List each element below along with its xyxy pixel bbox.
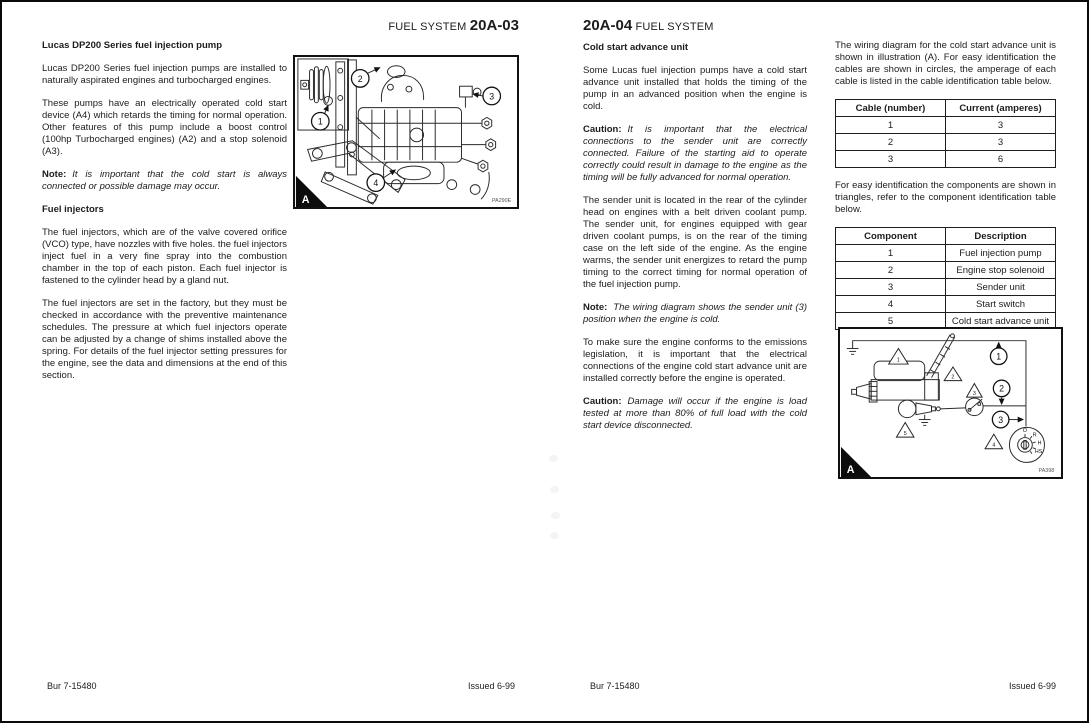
caution-label: Caution: <box>583 396 622 407</box>
table-header-cell: Component <box>836 228 946 245</box>
ground-symbol-2 <box>919 415 931 426</box>
figure-label: A <box>301 194 310 207</box>
left-footer-issued: Issued 6-99 <box>467 681 515 691</box>
table-cell: 5 <box>836 313 946 330</box>
component-identification-table <box>835 227 1056 330</box>
table-cell: 2 <box>836 134 946 151</box>
paragraph: The sender unit is located in the rear of the cylinder head on engines with a belt driven coolant pump. The sender unit, for engines equipped with gear driven coolant pumps, is on the rear of the timing case on the left side of the engine. As the engine warms, the sender unit energizes to retard the pump timing to the correct timing for normal operation of the fuel injection pump. <box>583 195 807 290</box>
caution-paragraph <box>583 124 807 184</box>
table-cell: 3 <box>946 134 1056 151</box>
table-row <box>836 279 1056 296</box>
paragraph: Lucas DP200 Series fuel injection pumps are installed to naturally aspirated engines and turbocharged engines. <box>42 63 287 86</box>
table-cell: Cold start advance unit <box>946 313 1056 330</box>
note-text: It is important that the cold start is always connected or possible damage may occur. <box>42 169 287 192</box>
table-cell: Sender unit <box>946 279 1056 296</box>
pump-body <box>358 108 461 163</box>
callout-number-3: 3 <box>489 91 495 102</box>
stop-solenoid-fitting <box>460 86 481 107</box>
right-page-column-1 <box>583 42 807 443</box>
callout-arrow-4 <box>384 170 396 178</box>
drive-pulley <box>301 66 333 105</box>
table-row <box>836 262 1056 279</box>
table-cell: 4 <box>836 296 946 313</box>
caution-text: Damage will occur if the engine is load tested at more than 80% of full load with the cold start device disconnected. <box>583 396 807 431</box>
pump-illustration <box>295 57 517 207</box>
wiring-diagram-figure <box>838 327 1063 479</box>
paragraph: To make sure the engine conforms to the emissions legislation, it is important that the electrical connections of the engine cold start advance unit are installed correctly before the engine is operated. <box>583 337 807 384</box>
table-header-cell: Description <box>946 228 1056 245</box>
table-cell: Fuel injection pump <box>946 245 1056 262</box>
table-cell: 1 <box>836 245 946 262</box>
paragraph: Some Lucas fuel injection pumps have a cold start advance unit installed that holds the timing of the pump in an advanced position when the engine is cold. <box>583 65 807 112</box>
table-header-row <box>836 100 1056 117</box>
caution-text: It is important that the electrical connections to the sender unit are correctly connected. Failure of the starting aid to operate correctly could result in damage to the engine as the timing will be fully advanced for normal operation. <box>583 124 807 183</box>
callout-arrow-2 <box>367 68 380 74</box>
table-cell: 1 <box>836 117 946 134</box>
component-number-1: 1 <box>896 357 900 364</box>
paragraph: The wiring diagram for the cold start advance unit is shown in illustration (A). For easy identification the cables are shown in circles, the amperage of each cable is listed in the cable identification table below. <box>835 40 1056 87</box>
table-row <box>836 134 1056 151</box>
scan-artifact <box>550 486 559 493</box>
callout-number-2: 2 <box>357 73 363 84</box>
table-cell: 6 <box>946 151 1056 168</box>
table-row <box>836 117 1056 134</box>
caution-paragraph <box>583 396 807 432</box>
callout-number-4: 4 <box>373 178 379 189</box>
note-paragraph <box>583 302 807 326</box>
left-page-header-code: 20A-03 <box>469 17 519 34</box>
figure-code: PA398 <box>1038 468 1055 475</box>
key-position-h: H <box>1037 440 1042 447</box>
table-cell: 3 <box>946 117 1056 134</box>
figure-label: A <box>846 464 855 477</box>
left-footer-ref: Bur 7-15480 <box>47 681 97 691</box>
figure-code: PA290E <box>491 198 512 205</box>
key-position-r: R <box>1032 432 1037 439</box>
component-number-3: 3 <box>972 391 976 398</box>
right-footer-issued: Issued 6-99 <box>1008 681 1056 691</box>
table-header-row <box>836 228 1056 245</box>
table-cell: Engine stop solenoid <box>946 262 1056 279</box>
paragraph: For easy identification the components are shown in triangles, refer to the component identification table below. <box>835 180 1056 215</box>
pump-illustration-figure <box>293 55 519 209</box>
cable-number-1: 1 <box>996 351 1002 362</box>
right-page-column-2 <box>835 40 1056 342</box>
right-page-header-section: FUEL SYSTEM <box>635 21 714 33</box>
figure-corner-triangle <box>296 176 327 207</box>
advance-unit-solenoid <box>898 400 965 418</box>
cable-identification-table <box>835 99 1056 168</box>
callout-number-1: 1 <box>317 116 323 127</box>
table-cell: 3 <box>836 279 946 296</box>
component-number-4: 4 <box>992 442 996 449</box>
left-page-text-column <box>42 40 287 393</box>
key-position-hs: HS <box>1034 449 1043 456</box>
figure-corner-triangle <box>841 447 871 477</box>
note-paragraph <box>42 169 287 193</box>
component-number-5: 5 <box>903 430 907 437</box>
table-cell: 3 <box>836 151 946 168</box>
table-row <box>836 151 1056 168</box>
key-position-o: O <box>1022 428 1028 435</box>
right-col1-title: Cold start advance unit <box>583 42 689 53</box>
right-page-header <box>583 17 714 34</box>
table-cell: Start switch <box>946 296 1056 313</box>
table-row <box>836 296 1056 313</box>
caution-label: Caution: <box>583 124 622 135</box>
table-cell: 2 <box>836 262 946 279</box>
advance-unit-body <box>852 361 940 402</box>
ground-symbol <box>847 348 859 354</box>
paragraph: The fuel injectors, which are of the valve covered orifice (VCO) type, have nozzles with five holes. the fuel injectors inject fuel in a very fine spray into the combustion chamber in the top of each piston. Each fuel injector is fastened to the cylinder head by a gland nut. <box>42 227 288 286</box>
cable-number-2: 2 <box>999 383 1005 394</box>
left-page-header-section: FUEL SYSTEM <box>388 21 467 33</box>
right-page-header-code: 20A-04 <box>583 17 633 34</box>
right-footer-ref: Bur 7-15480 <box>590 681 640 691</box>
paragraph: The fuel injectors are set in the factory, but they must be checked in accordance with the preventive maintenance schedules. The pressure at which fuel injectors operate can be adjusted by a change of shims installed above the spring. For details of the fuel injector setting pressures for the engine, see the data and dimensions at the end of this section. <box>42 298 287 381</box>
left-page-header <box>293 17 519 34</box>
note-label: Note: <box>583 302 608 313</box>
left-page-subtitle: Fuel injectors <box>42 204 104 215</box>
scan-artifact <box>551 512 560 519</box>
table-header-cell: Current (amperes) <box>946 100 1056 117</box>
scan-artifact <box>549 455 558 462</box>
scan-artifact <box>550 532 559 539</box>
table-row <box>836 245 1056 262</box>
left-page-title: Lucas DP200 Series fuel injection pump <box>42 40 223 51</box>
wiring-diagram <box>840 329 1061 477</box>
note-label: Note: <box>42 169 67 180</box>
note-text: The wiring diagram shows the sender unit (3) position when the engine is cold. <box>583 302 807 325</box>
component-number-2: 2 <box>951 374 955 381</box>
cold-start-device <box>381 66 423 102</box>
cable-number-3: 3 <box>998 414 1004 425</box>
table-header-cell: Cable (number) <box>836 100 946 117</box>
delivery-fittings <box>462 117 496 199</box>
paragraph: These pumps have an electrically operated cold start device (A4) which retards the timing for normal operation. Other features of this pump include a boost control (100hp Turbocharged engines) (A2) and a stop solenoid (A3). <box>42 98 287 157</box>
